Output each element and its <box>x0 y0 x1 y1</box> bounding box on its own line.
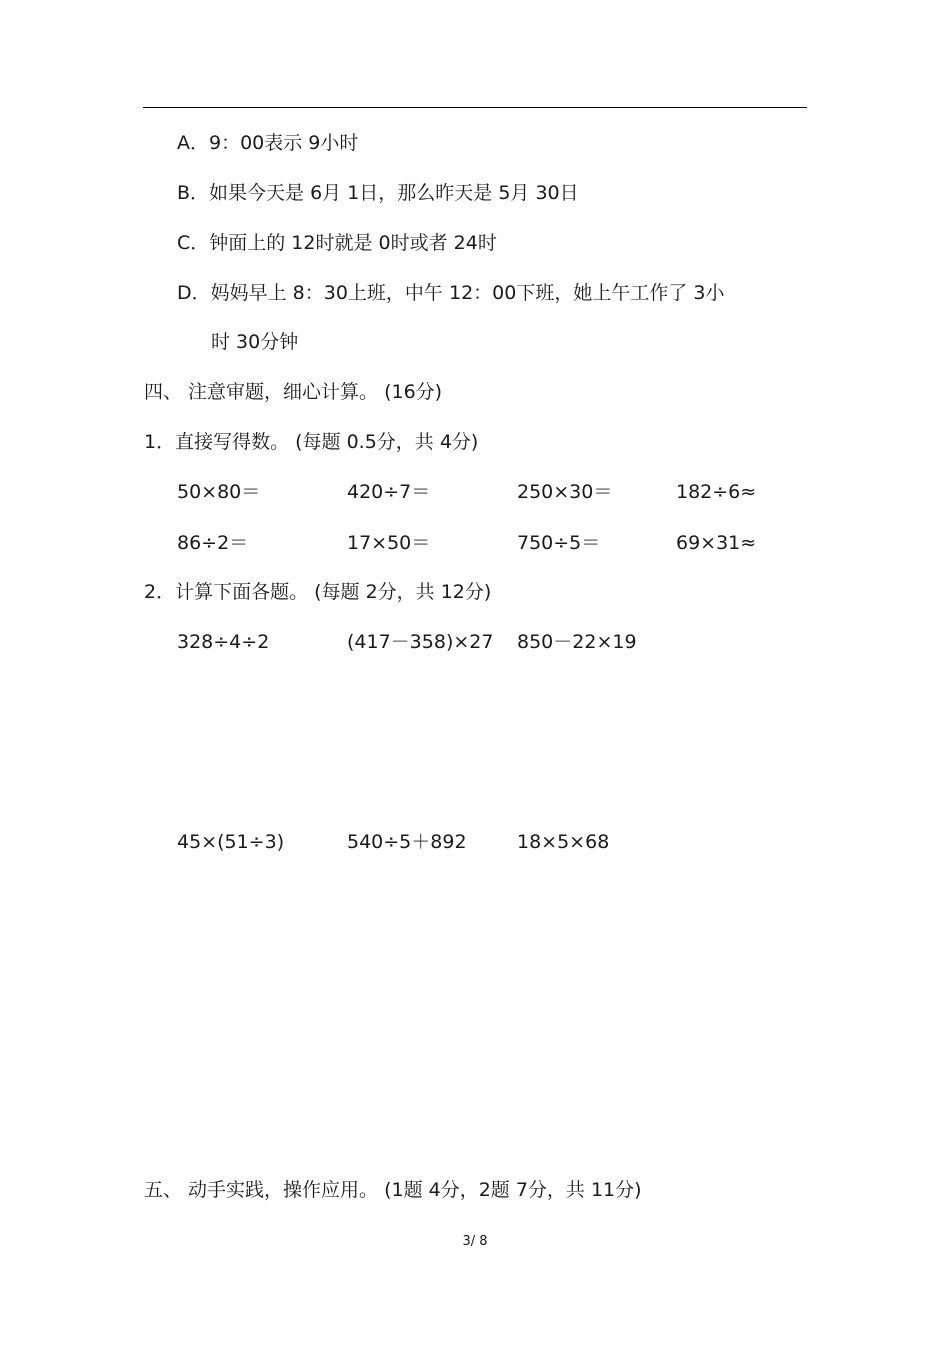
section-5-title: 五、 动手实践，操作应用。 (1题 4分，2题 7分，共 11分) <box>144 1179 642 1201</box>
question-1-title: 1．直接写得数。 (每题 0.5分，共 4分) <box>144 431 479 453</box>
oral-calc-item: 250×30＝ <box>517 481 613 503</box>
calc-problem: 850－22×19 <box>517 631 637 653</box>
option-b: B．如果今天是 6月 1日，那么昨天是 5月 30日 <box>177 182 579 204</box>
oral-calc-item: 50×80＝ <box>177 481 261 503</box>
calc-problem: 45×(51÷3) <box>177 831 285 853</box>
oral-calc-item: 86÷2＝ <box>177 532 249 554</box>
section-4-title: 四、 注意审题，细心计算。 (16分) <box>144 381 443 403</box>
option-d: D．妈妈早上 8：30上班，中午 12：00下班，她上午工作了 3小 <box>177 282 725 304</box>
page-number: 3/ 8 <box>462 1234 488 1249</box>
option-a: A．9：00表示 9小时 <box>177 132 359 154</box>
calc-problem: 540÷5＋892 <box>347 831 467 853</box>
calc-problem: 328÷4÷2 <box>177 631 270 653</box>
header-rule <box>143 107 807 108</box>
option-d-continuation: 时 30分钟 <box>211 331 299 353</box>
oral-calc-item: 750÷5＝ <box>517 532 601 554</box>
oral-calc-item: 17×50＝ <box>347 532 431 554</box>
oral-calc-item: 420÷7＝ <box>347 481 431 503</box>
oral-calc-item: 69×31≈ <box>676 532 757 554</box>
question-2-title: 2．计算下面各题。 (每题 2分，共 12分) <box>144 581 492 603</box>
option-c: C．钟面上的 12时就是 0时或者 24时 <box>177 232 497 254</box>
calc-problem: 18×5×68 <box>517 831 610 853</box>
calc-problem: (417－358)×27 <box>347 631 494 653</box>
oral-calc-item: 182÷6≈ <box>676 481 757 503</box>
